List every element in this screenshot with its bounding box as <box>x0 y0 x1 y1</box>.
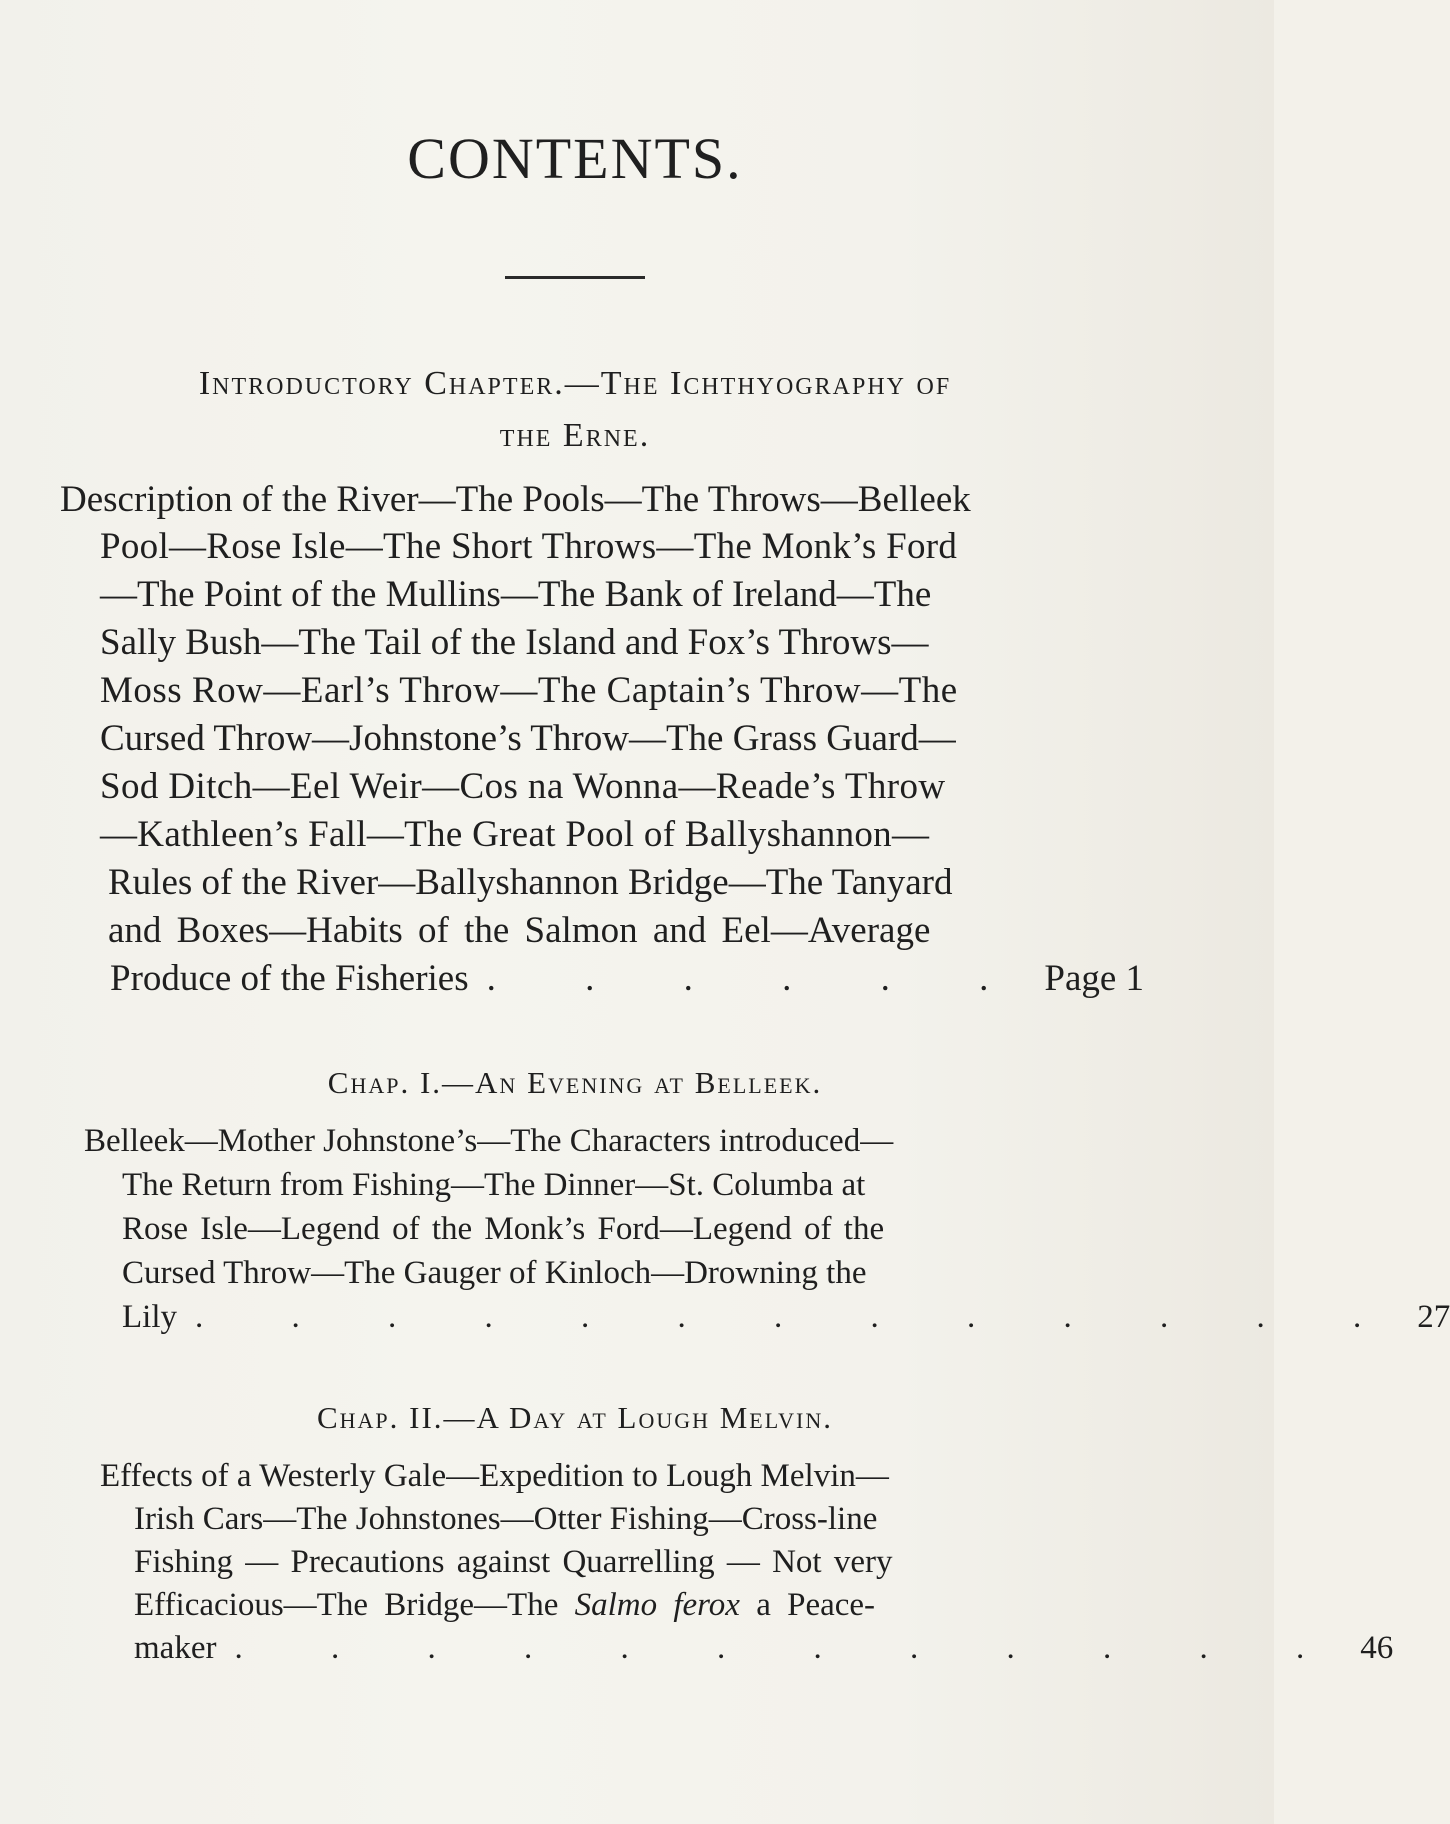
page-title: CONTENTS. <box>407 126 743 191</box>
intro-page-number: Page 1 <box>1044 958 1145 999</box>
intro-last-line <box>110 957 1145 1000</box>
chapter2-line: Effects of a Westerly Gale—Expedition to Lough Melvin— <box>100 1458 889 1494</box>
intro-heading-line2: the Erne. <box>499 417 651 454</box>
chapter1-last-line <box>122 1299 1450 1336</box>
chapter2-leader-dots: . . . . . . . . . . . . <box>234 1630 1345 1666</box>
intro-line: Description of the River—The Pools—The Throws—Belleek <box>60 479 971 520</box>
chapter2-last-text: maker <box>134 1630 217 1666</box>
chapter1-last-text: Lily <box>122 1299 177 1335</box>
chapter2-last-line <box>134 1630 1394 1667</box>
intro-line: —Kathleen’s Fall—The Great Pool of Ballyshannon— <box>100 814 930 855</box>
chapter2-line-4 <box>134 1587 875 1624</box>
intro-heading-line1: Introductory Chapter.—The Ichthyography of <box>198 365 952 402</box>
intro-line: Pool—Rose Isle—The Short Throws—The Monk’s Ford <box>100 526 958 567</box>
chapter2-line: Irish Cars—The Johnstones—Otter Fishing—Cross-line <box>134 1501 878 1537</box>
chapter2-line4-end: a Peace- <box>756 1587 876 1623</box>
chapter1-heading: Chap. I.—An Evening at Belleek. <box>327 1065 823 1100</box>
chapter1-line: Rose Isle—Legend of the Monk’s Ford—Legend of the <box>122 1211 885 1247</box>
chapter2-line4-italic: Salmo ferox <box>574 1587 740 1623</box>
title-rule <box>505 276 645 279</box>
intro-line: Rules of the River—Ballyshannon Bridge—The Tanyard <box>108 862 953 903</box>
chapter1-page-number: 27 <box>1417 1299 1450 1335</box>
intro-line: Moss Row—Earl’s Throw—The Captain’s Throw—The <box>100 670 958 711</box>
intro-leader-dots: . . . . . . <box>486 958 1029 999</box>
intro-last-text: Produce of the Fisheries <box>110 958 469 999</box>
chapter1-line: The Return from Fishing—The Dinner—St. Columba at <box>122 1167 866 1203</box>
chapter1-line: Cursed Throw—The Gauger of Kinloch—Drowning the <box>122 1255 867 1291</box>
intro-line: Cursed Throw—Johnstone’s Throw—The Grass Guard— <box>100 718 956 759</box>
intro-line: Sod Ditch—Eel Weir—Cos na Wonna—Reade’s Throw <box>100 766 946 807</box>
chapter2-heading: Chap. II.—A Day at Lough Melvin. <box>316 1400 834 1435</box>
chapter1-line: Belleek—Mother Johnstone’s—The Characters introduced— <box>84 1123 894 1159</box>
intro-line: and Boxes—Habits of the Salmon and Eel—Average <box>108 910 931 951</box>
intro-line: Sally Bush—The Tail of the Island and Fox’s Throws— <box>100 622 929 663</box>
chapter2-line4-start: Efficacious—The Bridge—The <box>134 1587 559 1623</box>
chapter2-line: Fishing — Precautions against Quarrelling — Not very <box>134 1544 893 1580</box>
chapter1-leader-dots: . . . . . . . . . . . . . <box>195 1299 1402 1335</box>
chapter2-page-number: 46 <box>1360 1630 1394 1666</box>
intro-line: —The Point of the Mullins—The Bank of Ireland—The <box>100 574 932 615</box>
